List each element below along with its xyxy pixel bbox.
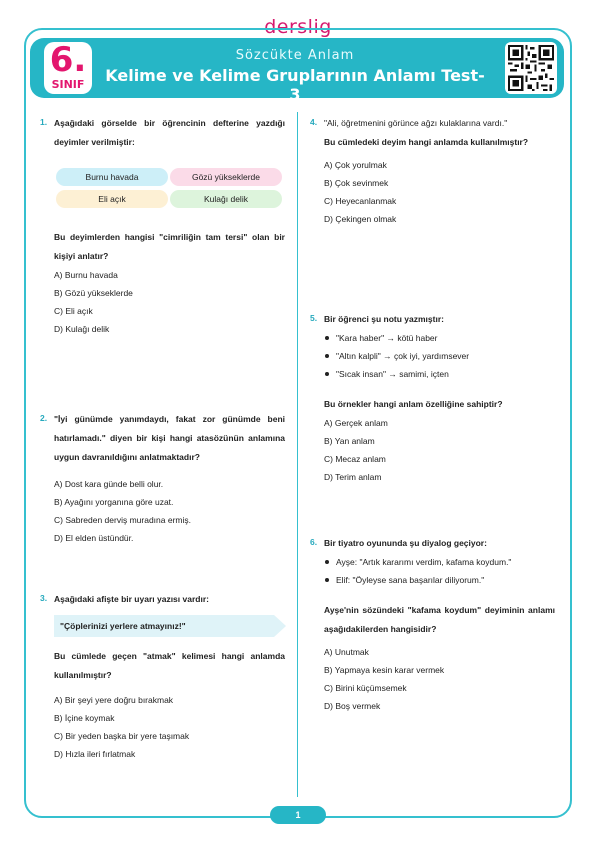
option-d[interactable]: D) Terim anlam	[324, 472, 382, 482]
option-d[interactable]: D) Çekingen olmak	[324, 214, 397, 224]
option-b[interactable]: B) Yan anlam	[324, 436, 375, 446]
option-c[interactable]: C) Mecaz anlam	[324, 454, 386, 464]
question-quote: "Ali, öğretmenini görünce ağzı kulaklarına vardı."	[324, 118, 508, 128]
brand-logo: derslig	[264, 16, 332, 38]
option-a[interactable]: A) Gerçek anlam	[324, 418, 388, 428]
option-d[interactable]: D) Hızla ileri fırlatmak	[54, 749, 136, 759]
list-item: Elif: "Öyleyse sana başarılar diliyorum."	[324, 571, 555, 589]
option-c[interactable]: C) Bir yeden başka bir yere taşımak	[54, 731, 190, 741]
page-number: 1	[270, 806, 326, 824]
grade-word: SINIF	[51, 78, 85, 91]
idiom-card: Kulağı delik	[170, 190, 282, 208]
question-stem: "İyi günümde yanımdaydı, fakat zor günümde beni hatırlamadı." diyen bir kişi hangi atasözünün anlamına uygun davranıldığını anlatmaktadır?	[54, 414, 285, 462]
option-c[interactable]: C) Sabreden derviş muradına ermiş.	[54, 515, 192, 525]
question-1	[40, 114, 285, 152]
option-c[interactable]: C) Eli açık	[54, 306, 93, 316]
option-d[interactable]: D) Boş vermek	[324, 701, 381, 711]
question-stem: Bu cümlede geçen "atmak" kelimesi hangi anlamda kullanılmıştır?	[54, 651, 285, 680]
question-intro: Aşağıdaki afişte bir uyarı yazısı vardır:	[54, 594, 209, 604]
idiom-card: Eli açık	[56, 190, 168, 208]
idiom-card: Gözü yükseklerde	[170, 168, 282, 186]
qr-code-icon[interactable]	[505, 42, 557, 94]
option-a[interactable]: A) Çok yorulmak	[324, 160, 387, 170]
question-number: 5.	[310, 313, 318, 323]
question-3	[40, 590, 285, 763]
option-a[interactable]: A) Dost kara günde belli olur.	[54, 479, 164, 489]
question-number: 1.	[40, 117, 48, 127]
grade-number: 6.	[49, 40, 87, 80]
option-d[interactable]: D) Kulağı delik	[54, 324, 110, 334]
idiom-card: Burnu havada	[56, 168, 168, 186]
question-number: 2.	[40, 413, 48, 423]
column-divider	[297, 112, 298, 797]
option-a[interactable]: A) Unutmak	[324, 647, 369, 657]
question-2	[40, 410, 285, 547]
list-item: "Altın kalpli" → çok iyi, yardımsever	[324, 347, 555, 365]
option-c[interactable]: C) Heyecanlanmak	[324, 196, 397, 206]
question-stem: Ayşe'nin sözündeki "kafama koydum" deyiminin anlamı aşağıdakilerden hangisidir?	[324, 605, 555, 634]
list-item: "Sıcak insan" → samimi, içten	[324, 365, 555, 383]
option-b[interactable]: B) Gözü yükseklerde	[54, 288, 133, 298]
test-subtitle: Sözcükte Anlam	[235, 48, 355, 63]
question-5	[310, 310, 555, 486]
option-c[interactable]: C) Birini küçümsemek	[324, 683, 407, 693]
option-b[interactable]: B) Yapmaya kesin karar vermek	[324, 665, 445, 675]
question-intro: Bir öğrenci şu notu yazmıştır:	[324, 314, 444, 324]
option-b[interactable]: B) Ayağını yorganına göre uzat.	[54, 497, 174, 507]
question-intro: Bir tiyatro oyununda şu diyalog geçiyor:	[324, 538, 487, 548]
warning-poster: "Çöplerinizi yerlere atmayınız!"	[54, 615, 274, 637]
list-item: "Kara haber" → kötü haber	[324, 329, 555, 347]
question-stem: Bu cümledeki deyim hangi anlamda kullanılmıştır?	[324, 137, 529, 147]
option-a[interactable]: A) Burnu havada	[54, 270, 118, 280]
option-b[interactable]: B) İçine koymak	[54, 713, 115, 723]
question-number: 3.	[40, 593, 48, 603]
list-item: Ayşe: "Artık kararımı verdim, kafama koydum."	[324, 553, 555, 571]
test-title: Kelime ve Kelime Gruplarının Anlamı Test- 3	[105, 66, 485, 104]
question-4	[310, 114, 555, 228]
option-d[interactable]: D) El elden üstündür.	[54, 533, 134, 543]
question-stem: Bu deyimlerden hangisi "cimriliğin tam tersi" olan bir kişiyi anlatır?	[54, 232, 285, 261]
option-b[interactable]: B) Çok sevinmek	[324, 178, 389, 188]
question-stem: Bu örnekler hangi anlam özelliğine sahiptir?	[324, 399, 503, 409]
option-a[interactable]: A) Bir şeyi yere doğru bırakmak	[54, 695, 174, 705]
question-number: 6.	[310, 537, 318, 547]
question-number: 4.	[310, 117, 318, 127]
question-6	[310, 534, 555, 715]
question-intro: Aşağıdaki görselde bir öğrencinin defterine yazdığı deyimler verilmiştir:	[54, 118, 285, 147]
question-1-body	[40, 228, 285, 338]
